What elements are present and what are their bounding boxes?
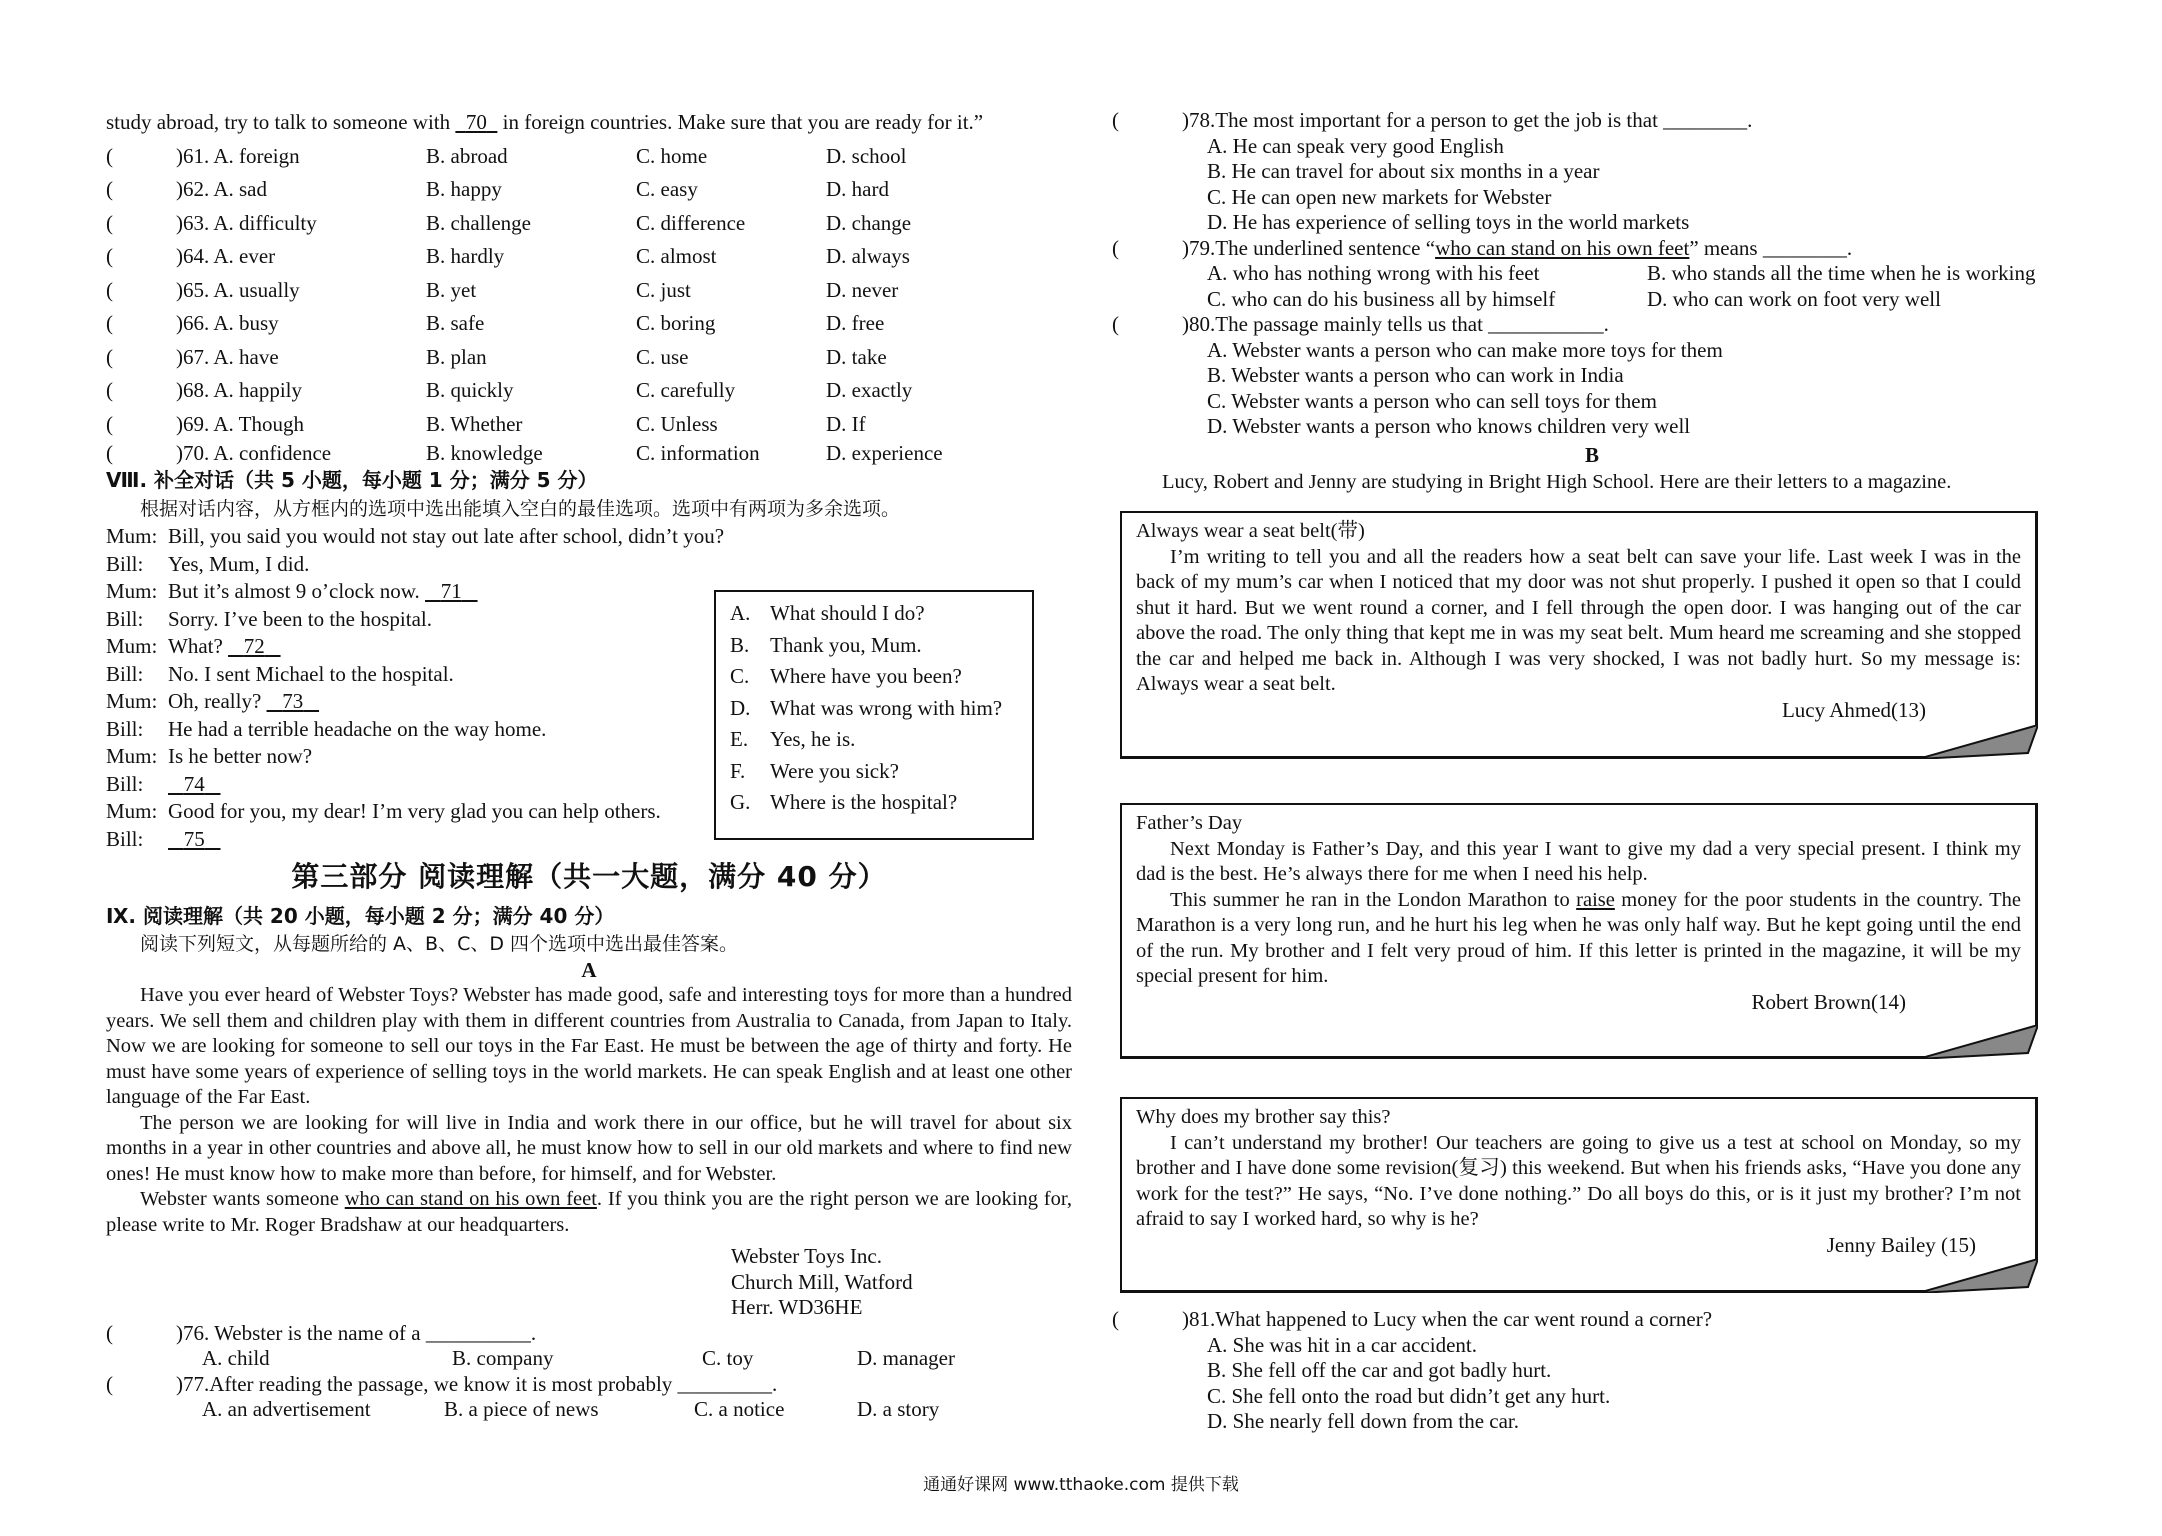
answer-option[interactable]: D. manager [857, 1346, 955, 1370]
letter-title: Father’s Day [1136, 812, 1243, 834]
passage-a-paragraph: Webster wants someone who can stand on his own feet. If you think you are the right person we are looking for, please write to Mr. Roger Bradshaw at our headquarters. [106, 1188, 1072, 1236]
passage-a-paragraph: The person we are looking for will live in India and work there in our office, but he will travel for about six months in a year in other countries and above all, he must know how to sell in our old markets and where to find new ones! He must know how to make more than before, for himself, and for Webster. [106, 1111, 1072, 1185]
part-3-title: 第三部分 阅读理解（共一大题，满分 40 分） [291, 860, 887, 893]
answer-option[interactable]: C. He can open new markets for Webster [1207, 184, 1552, 209]
blank-70[interactable]: 70 [465, 110, 487, 134]
answer-option[interactable]: C. a notice [694, 1397, 785, 1421]
letter-signature: Robert Brown(14) [1751, 989, 1906, 1014]
cloze-row: ( )70. A. confidence B. knowledge C. information D. experience [106, 441, 943, 465]
question-81: ( )81.What happened to Lucy when the car went round a corner? [1112, 1307, 1713, 1331]
answer-option[interactable]: B. He can travel for about six months in a year [1207, 159, 1600, 183]
answer-option[interactable]: D. He has experience of selling toys in the world markets [1207, 210, 1690, 234]
address-line: Webster Toys Inc. [731, 1244, 882, 1268]
dialog-line: Mum: But it’s almost 9 o’clock now. 71 [106, 578, 1072, 606]
answer-option[interactable]: A. an advertisement [202, 1397, 371, 1421]
letter-box-robert [1120, 803, 2038, 1059]
answer-option[interactable]: C. She fell onto the road but didn’t get any hurt. [1207, 1383, 1611, 1408]
answer-option[interactable]: B. company [452, 1346, 554, 1370]
answer-option[interactable]: B. Webster wants a person who can work in India [1207, 363, 1624, 387]
dialog-line: Mum: Bill, you said you would not stay out late after school, didn’t you? [106, 524, 725, 548]
question-78: ( )78.The most important for a person to get the job is that ________. [1112, 108, 1753, 132]
cloze-row: ( )64. A. ever B. hardly C. almost D. always [106, 244, 910, 268]
cloze-row: ( )69. A. Though B. Whether C. Unless D. If [106, 411, 866, 436]
section-8-instructions: 根据对话内容，从方框内的选项中选出能填入空白的最佳选项。选项中有两项为多余选项。 [140, 498, 901, 520]
answer-option[interactable]: B. She fell off the car and got badly hurt. [1207, 1358, 1552, 1382]
answer-option[interactable]: A. who has nothing wrong with his feet [1207, 261, 1540, 285]
address-line: Church Mill, Watford [731, 1269, 913, 1294]
right-column [1112, 108, 2072, 1435]
passage-a-label: A [581, 958, 597, 982]
dialog-option: G. Where is the hospital? [730, 790, 958, 814]
letter-body: I can’t understand my brother! Our teachers are going to give us a test at school on Monday, so my brother and I have done some revision(复习) this weekend. But when his friends asks, “Have you done any work for the test?” He says, “No. I’ve done nothing.” Do all boys do this, or is it just my brother? I’m not afraid to say I worked hard, so why is he? [1136, 1131, 2021, 1230]
dialog-line: Mum: Good for you, my dear! I’m very glad you can help others. [106, 799, 661, 823]
cloze-row: ( )66. A. busy B. safe C. boring D. free [106, 311, 885, 335]
answer-option[interactable]: D. a story [857, 1397, 940, 1421]
answer-option[interactable]: A. He can speak very good English [1207, 133, 1504, 158]
passage-b-label: B [1584, 442, 1599, 467]
question-79-options [1112, 261, 2072, 312]
cloze-row: ( )61. A. foreign B. abroad C. home D. school [106, 143, 907, 168]
dialog-line: Bill: 75 [106, 826, 1072, 854]
passage-intro-line: study abroad, try to talk to someone with 70 in foreign countries. Make sure that you are ready for it.” [106, 110, 984, 134]
dialog-option: D. What was wrong with him? [730, 695, 1003, 720]
answer-option[interactable]: C. toy [702, 1346, 754, 1370]
answer-option[interactable]: A. Webster wants a person who can make more toys for them [1207, 337, 1723, 362]
question-80: ( )80.The passage mainly tells us that ___________. [1112, 312, 1609, 336]
cloze-row: ( )65. A. usually B. yet C. just D. never [106, 277, 899, 302]
question-77-options [106, 1397, 1072, 1423]
letter-title: Always wear a seat belt(带) [1136, 520, 1365, 542]
left-column [106, 106, 1072, 1423]
section-8-title: Ⅷ. 补全对话（共 5 小题，每小题 1 分；满分 5 分） [106, 468, 598, 492]
letter-box-jenny [1120, 1097, 2038, 1293]
page-curl-icon [1918, 1025, 2038, 1059]
dialog-line: Mum: Is he better now? [106, 744, 313, 768]
page-footer: 通通好课网 www.tthaoke.com 提供下载 [923, 1475, 1239, 1495]
dialog-option: C. Where have you been? [730, 664, 962, 688]
dialog-option: F. Were you sick? [730, 758, 899, 783]
cloze-row: ( )62. A. sad B. happy C. easy D. hard [106, 177, 889, 201]
dialog-line: Mum: What? 72 [106, 633, 1072, 661]
address-line: Herr. WD36HE [731, 1295, 863, 1319]
passage-a-paragraph: Have you ever heard of Webster Toys? Webster has made good, safe and interesting toys for more than a hundred years. We sell them and children play with them in different countries from Australia to Canada, from Japan to Italy. Now we are looking for someone to sell our toys in the Far East. He must be between the age of thirty and forty. He must have some years of experience of selling toys in the world markets. He can speak English and at least one other language of the Far East. [106, 984, 1072, 1108]
letter-body: I’m writing to tell you and all the readers how a seat belt can save your life. Last week I was in the back of my mum’s car when I noticed that my door was not shut properly. I pushed it open so that I could shut it hard. But we went round a corner, and I fell through the open door. I was hanging out of the car above the road. The only thing that kept me in was my seat belt. Mum heard me screaming and she stopped the car and helped me back in. Although I was very shocked, I was not badly hurt. So my message is: Always wear a seat belt. [1136, 545, 2021, 695]
question-77: ( )77.After reading the passage, we know it is most probably _________. [106, 1371, 778, 1396]
answer-option[interactable]: A. She was hit in a car accident. [1207, 1332, 1477, 1357]
dialog-line: Bill: No. I sent Michael to the hospital. [106, 661, 454, 686]
dialog-option: E. Yes, he is. [730, 727, 856, 751]
cloze-row: ( )68. A. happily B. quickly C. carefully D. exactly [106, 378, 913, 402]
passage-b-intro: Lucy, Robert and Jenny are studying in Bright High School. Here are their letters to a magazine. [1162, 470, 1952, 493]
dialog-option: A. What should I do? [730, 601, 925, 625]
cloze-row: ( )67. A. have B. plan C. use D. take [106, 344, 887, 369]
dialog-area [106, 523, 1072, 853]
dialog-line: Bill: He had a terrible headache on the way home. [106, 716, 547, 741]
letter-signature: Lucy Ahmed(13) [1781, 697, 1926, 722]
underlined-phrase: who can stand on his own feet [344, 1188, 597, 1210]
letter-signature: Jenny Bailey (15) [1826, 1232, 1976, 1257]
letter-body: Next Monday is Father’s Day, and this year I want to give my dad a very special present. I think my dad is the best. He’s always there for me when I need his help. [1136, 837, 2021, 885]
blank-72[interactable]: 72 [243, 634, 265, 658]
section-9-instructions: 阅读下列短文，从每题所给的 A、B、C、D 四个选项中选出最佳答案。 [140, 933, 739, 955]
section-9-title: Ⅸ. 阅读理解（共 20 小题，每小题 2 分；满分 40 分） [106, 904, 615, 928]
blank-74[interactable]: 74 [183, 771, 205, 796]
blank-75[interactable]: 75 [183, 826, 205, 851]
underlined-word: raise [1576, 888, 1615, 911]
answer-option[interactable]: A. child [202, 1346, 270, 1370]
blank-71[interactable]: 71 [440, 579, 462, 603]
answer-option[interactable]: C. Webster wants a person who can sell toys for them [1207, 388, 1657, 413]
dialog-line: Bill: Sorry. I’ve been to the hospital. [106, 606, 432, 631]
dialog-option: B. Thank you, Mum. [730, 632, 922, 657]
question-79: ( )79.The underlined sentence “who can stand on his own feet” means ________. [1112, 235, 1853, 260]
page-curl-icon [1918, 1259, 2038, 1293]
cloze-row: ( )63. A. difficulty B. challenge C. difference D. change [106, 210, 912, 235]
dialog-line: Bill: 74 [106, 771, 1072, 799]
answer-option[interactable]: D. who can work on foot very well [1647, 286, 1941, 311]
answer-option[interactable]: C. who can do his business all by himself [1207, 286, 1556, 311]
page-curl-icon [1918, 725, 2038, 759]
dialog-line: Mum: Oh, really? 73 [106, 688, 1072, 716]
letter-title: Why does my brother say this? [1136, 1106, 1391, 1128]
question-76-options [106, 1346, 1072, 1372]
answer-option[interactable]: B. who stands all the time when he is working [1647, 261, 2036, 285]
letter-body: This summer he ran in the London Marathon to raise money for the poor students in the country. The Marathon is a very long run, and he hurt his leg when he was only half way. But he kept going until the end of the run. My brother and I felt very proud of him. If this letter is printed in the magazine, it will be my special present for him. [1136, 888, 2022, 987]
cloze-questions [106, 140, 1072, 466]
answer-option[interactable]: B. a piece of news [444, 1397, 599, 1421]
letter-box-lucy [1120, 511, 2038, 759]
answer-option[interactable]: D. Webster wants a person who knows children very well [1207, 414, 1691, 438]
address-block [731, 1244, 1072, 1321]
answer-option[interactable]: D. She nearly fell down from the car. [1207, 1409, 1519, 1433]
dialog-line: Bill: Yes, Mum, I did. [106, 551, 310, 576]
question-76: ( )76. Webster is the name of a __________. [106, 1320, 537, 1345]
dialog-options-box [714, 590, 1034, 840]
blank-73[interactable]: 73 [282, 689, 304, 713]
